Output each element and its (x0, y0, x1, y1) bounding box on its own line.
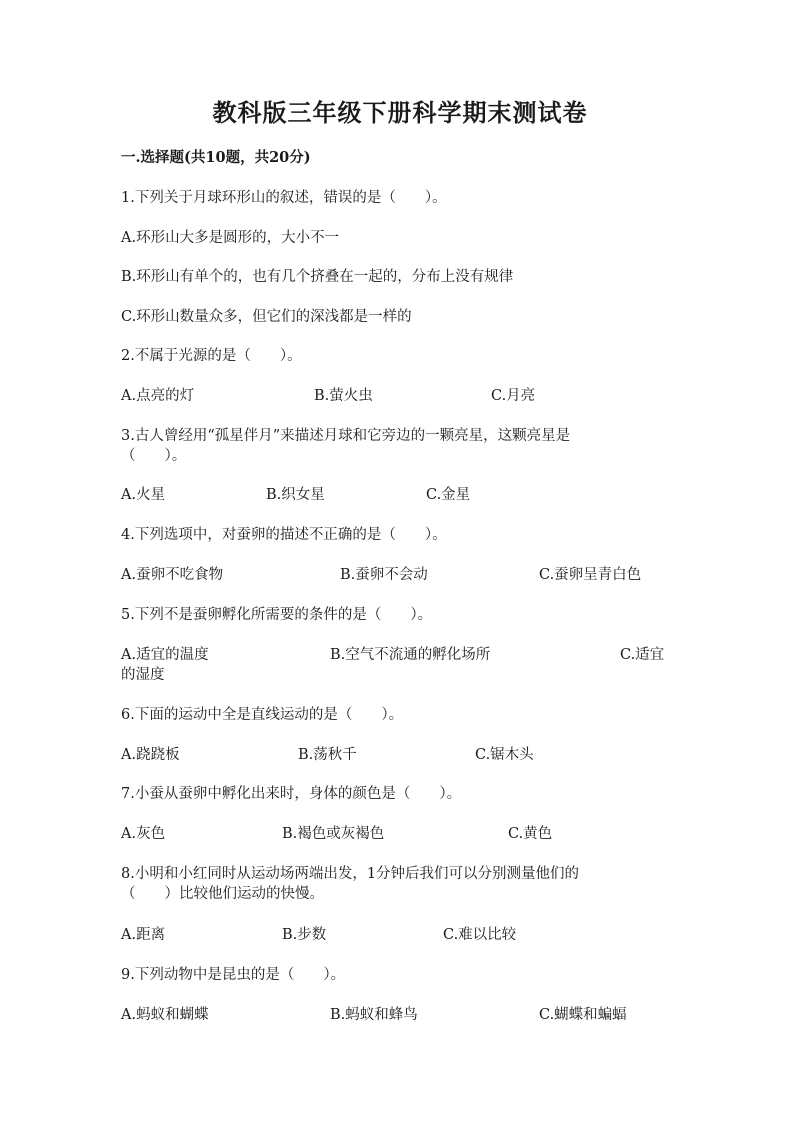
question-6-option-b: B.荡秋千 (298, 747, 357, 763)
question-6-option-c: C.锯木头 (475, 747, 534, 763)
question-5-option-c-wrap: 的湿度 (121, 667, 165, 683)
question-8-option-c: C.难以比较 (443, 927, 517, 943)
question-2-stem: 2.不属于光源的是（ ）。 (121, 348, 302, 364)
question-9-option-c: C.蝴蝶和蝙蝠 (539, 1007, 627, 1023)
question-6-stem: 6.下面的运动中全是直线运动的是（ ）。 (121, 707, 404, 723)
question-8-option-a: A.距离 (121, 927, 166, 943)
question-3-stem-line-1: 3.古人曾经用“孤星伴月”来描述月球和它旁边的一颗亮星，这颗亮星是 (121, 428, 571, 444)
question-5-option-c: C.适宜 (620, 647, 665, 663)
question-6-option-a: A.跷跷板 (121, 747, 180, 763)
question-1-stem: 1.下列关于月球环形山的叙述，错误的是（ ）。 (121, 190, 447, 206)
question-7-option-b: B.褐色或灰褐色 (282, 826, 385, 842)
question-2-option-a: A.点亮的灯 (121, 388, 195, 404)
question-4-option-b: B.蚕卵不会动 (340, 567, 428, 583)
question-3-option-b: B.织女星 (266, 487, 325, 503)
question-5-option-b: B.空气不流通的孵化场所 (330, 647, 491, 663)
question-7-option-a: A.灰色 (121, 826, 166, 842)
question-1-option-b: B.环形山有单个的，也有几个挤叠在一起的，分布上没有规律 (121, 269, 514, 285)
question-3-option-a: A.火星 (121, 487, 166, 503)
question-7-stem: 7.小蚕从蚕卵中孵化出来时，身体的颜色是（ ）。 (121, 786, 462, 802)
question-2-option-b: B.萤火虫 (314, 388, 373, 404)
question-5-stem: 5.下列不是蚕卵孵化所需要的条件的是（ ）。 (121, 607, 433, 623)
question-4-option-a: A.蚕卵不吃食物 (121, 567, 224, 583)
question-2-option-c: C.月亮 (491, 388, 536, 404)
question-4-option-c: C.蚕卵呈青白色 (539, 567, 642, 583)
question-4-stem: 4.下列选项中，对蚕卵的描述不正确的是（ ）。 (121, 527, 447, 543)
question-9-stem: 9.下列动物中是昆虫的是（ ）。 (121, 967, 346, 983)
question-3-stem-line-2: （ ）。 (121, 448, 187, 464)
question-8-stem-line-1: 8.小明和小红同时从运动场两端出发，1分钟后我们可以分别测量他们的 (121, 866, 580, 882)
question-8-stem-line-2: （ ）比较他们运动的快慢。 (121, 886, 324, 902)
question-3-option-c: C.金星 (426, 487, 471, 503)
section-heading: 一.选择题(共10题，共20分) (121, 149, 311, 166)
question-7-option-c: C.黄色 (508, 826, 553, 842)
question-1-option-c: C.环形山数量众多，但它们的深浅都是一样的 (121, 309, 412, 325)
question-9-option-a: A.蚂蚁和蝴蝶 (121, 1007, 209, 1023)
question-1-option-a: A.环形山大多是圆形的，大小不一 (121, 230, 340, 246)
question-5-option-a: A.适宜的温度 (121, 647, 209, 663)
question-9-option-b: B.蚂蚁和蜂鸟 (330, 1007, 418, 1023)
page-title: 教科版三年级下册科学期末测试卷 (212, 98, 588, 127)
question-8-option-b: B.步数 (282, 927, 327, 943)
